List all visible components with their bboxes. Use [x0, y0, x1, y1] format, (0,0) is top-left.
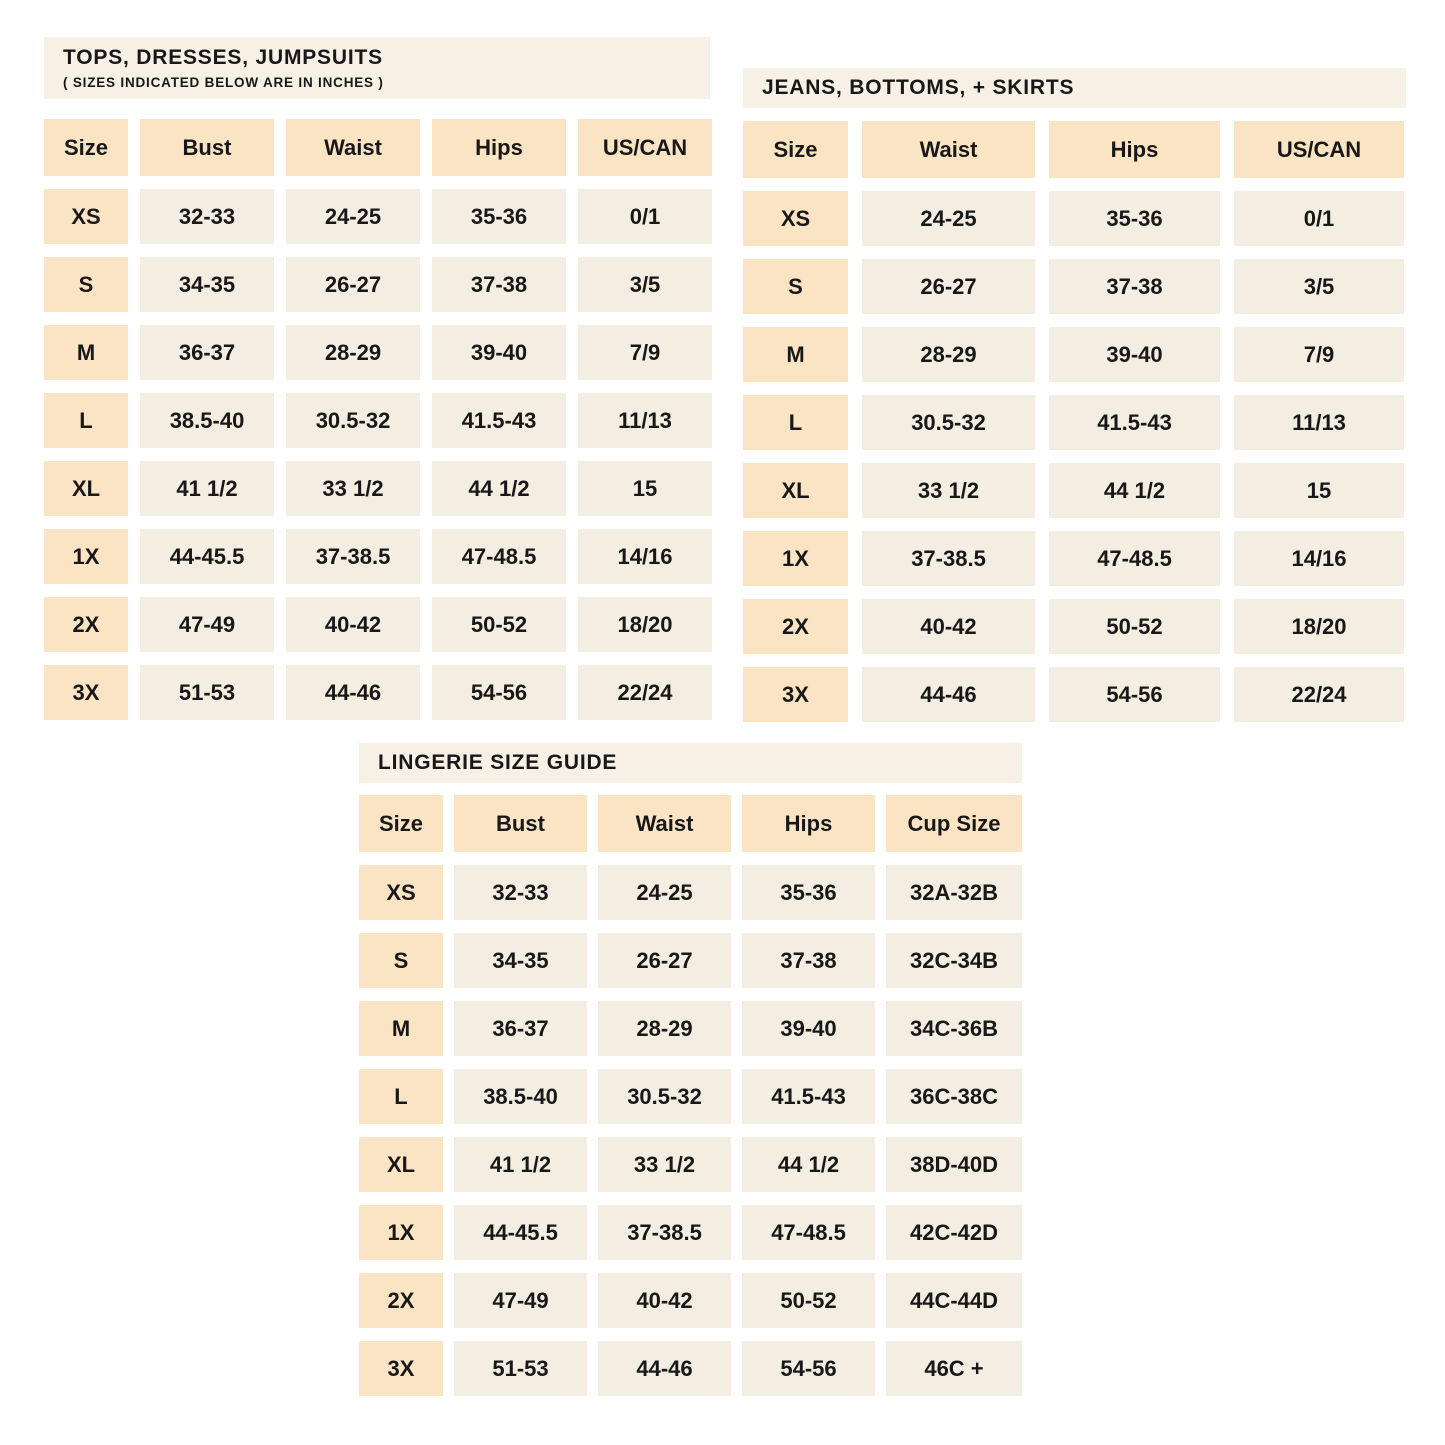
measurement-cell: 14/16: [1234, 531, 1404, 586]
measurement-cell: 51-53: [140, 665, 274, 720]
measurement-cell: 44 1/2: [742, 1137, 875, 1192]
row-size-label: 2X: [44, 597, 128, 652]
measurement-cell: 0/1: [578, 189, 712, 244]
row-size-label: XL: [359, 1137, 443, 1192]
row-size-label: XS: [359, 865, 443, 920]
measurement-cell: 41.5-43: [432, 393, 566, 448]
row-size-label: 3X: [359, 1341, 443, 1396]
row-size-label: 2X: [743, 599, 848, 654]
measurement-cell: 47-48.5: [742, 1205, 875, 1260]
measurement-cell: 50-52: [432, 597, 566, 652]
measurement-cell: 50-52: [742, 1273, 875, 1328]
measurement-cell: 32C-34B: [886, 933, 1022, 988]
measurement-cell: 35-36: [1049, 191, 1220, 246]
measurement-cell: 40-42: [598, 1273, 731, 1328]
column-header-hips: Hips: [432, 119, 566, 176]
column-header-size: Size: [359, 795, 443, 852]
column-header-bust: Bust: [140, 119, 274, 176]
row-size-label: M: [44, 325, 128, 380]
row-size-label: L: [743, 395, 848, 450]
measurement-cell: 37-38: [742, 933, 875, 988]
lingerie-size-guide-table: [359, 743, 1022, 1396]
row-size-label: 1X: [44, 529, 128, 584]
lingerie-table-title: LINGERIE SIZE GUIDE: [378, 750, 618, 774]
measurement-cell: 32-33: [140, 189, 274, 244]
measurement-cell: 7/9: [578, 325, 712, 380]
measurement-cell: 24-25: [286, 189, 420, 244]
tops-size-grid: [44, 119, 710, 720]
measurement-cell: 14/16: [578, 529, 712, 584]
measurement-cell: 34C-36B: [886, 1001, 1022, 1056]
measurement-cell: 41.5-43: [1049, 395, 1220, 450]
measurement-cell: 42C-42D: [886, 1205, 1022, 1260]
measurement-cell: 15: [578, 461, 712, 516]
tops-table-subtitle: ( SIZES INDICATED BELOW ARE IN INCHES ): [63, 74, 384, 90]
measurement-cell: 54-56: [742, 1341, 875, 1396]
measurement-cell: 54-56: [432, 665, 566, 720]
row-size-label: 2X: [359, 1273, 443, 1328]
measurement-cell: 3/5: [1234, 259, 1404, 314]
measurement-cell: 44C-44D: [886, 1273, 1022, 1328]
measurement-cell: 18/20: [578, 597, 712, 652]
measurement-cell: 0/1: [1234, 191, 1404, 246]
measurement-cell: 7/9: [1234, 327, 1404, 382]
measurement-cell: 47-49: [140, 597, 274, 652]
column-header-size: Size: [44, 119, 128, 176]
row-size-label: XS: [743, 191, 848, 246]
measurement-cell: 36-37: [140, 325, 274, 380]
measurement-cell: 26-27: [286, 257, 420, 312]
measurement-cell: 34-35: [454, 933, 587, 988]
measurement-cell: 26-27: [862, 259, 1035, 314]
measurement-cell: 39-40: [432, 325, 566, 380]
measurement-cell: 44-46: [862, 667, 1035, 722]
measurement-cell: 47-49: [454, 1273, 587, 1328]
column-header-waist: Waist: [286, 119, 420, 176]
measurement-cell: 37-38: [432, 257, 566, 312]
measurement-cell: 28-29: [286, 325, 420, 380]
measurement-cell: 44-46: [286, 665, 420, 720]
measurement-cell: 28-29: [862, 327, 1035, 382]
measurement-cell: 28-29: [598, 1001, 731, 1056]
column-header-cup-size: Cup Size: [886, 795, 1022, 852]
measurement-cell: 11/13: [578, 393, 712, 448]
measurement-cell: 33 1/2: [286, 461, 420, 516]
row-size-label: S: [359, 933, 443, 988]
column-header-hips: Hips: [742, 795, 875, 852]
measurement-cell: 24-25: [598, 865, 731, 920]
column-header-us-can: US/CAN: [1234, 121, 1404, 178]
row-size-label: L: [44, 393, 128, 448]
measurement-cell: 41.5-43: [742, 1069, 875, 1124]
measurement-cell: 37-38.5: [598, 1205, 731, 1260]
measurement-cell: 30.5-32: [598, 1069, 731, 1124]
measurement-cell: 30.5-32: [286, 393, 420, 448]
tops-dresses-jumpsuits-table: [44, 37, 710, 720]
measurement-cell: 39-40: [742, 1001, 875, 1056]
column-header-us-can: US/CAN: [578, 119, 712, 176]
measurement-cell: 36C-38C: [886, 1069, 1022, 1124]
measurement-cell: 44 1/2: [1049, 463, 1220, 518]
measurement-cell: 11/13: [1234, 395, 1404, 450]
measurement-cell: 22/24: [1234, 667, 1404, 722]
measurement-cell: 54-56: [1049, 667, 1220, 722]
row-size-label: M: [743, 327, 848, 382]
measurement-cell: 44-45.5: [454, 1205, 587, 1260]
measurement-cell: 44-45.5: [140, 529, 274, 584]
tops-table-title: TOPS, DRESSES, JUMPSUITS: [63, 46, 383, 70]
row-size-label: M: [359, 1001, 443, 1056]
measurement-cell: 33 1/2: [862, 463, 1035, 518]
measurement-cell: 37-38.5: [286, 529, 420, 584]
measurement-cell: 44 1/2: [432, 461, 566, 516]
row-size-label: 3X: [743, 667, 848, 722]
measurement-cell: 30.5-32: [862, 395, 1035, 450]
row-size-label: 1X: [743, 531, 848, 586]
row-size-label: S: [44, 257, 128, 312]
jeans-bottoms-skirts-table: [743, 68, 1406, 722]
measurement-cell: 38.5-40: [454, 1069, 587, 1124]
measurement-cell: 37-38: [1049, 259, 1220, 314]
measurement-cell: 22/24: [578, 665, 712, 720]
measurement-cell: 32-33: [454, 865, 587, 920]
measurement-cell: 47-48.5: [432, 529, 566, 584]
measurement-cell: 47-48.5: [1049, 531, 1220, 586]
measurement-cell: 26-27: [598, 933, 731, 988]
measurement-cell: 41 1/2: [454, 1137, 587, 1192]
jeans-table-title: JEANS, BOTTOMS, + SKIRTS: [762, 75, 1075, 99]
measurement-cell: 3/5: [578, 257, 712, 312]
row-size-label: XL: [743, 463, 848, 518]
column-header-waist: Waist: [862, 121, 1035, 178]
lingerie-title-banner: [359, 743, 1022, 783]
measurement-cell: 51-53: [454, 1341, 587, 1396]
measurement-cell: 33 1/2: [598, 1137, 731, 1192]
row-size-label: S: [743, 259, 848, 314]
measurement-cell: 32A-32B: [886, 865, 1022, 920]
lingerie-size-grid: [359, 795, 1022, 1396]
measurement-cell: 40-42: [286, 597, 420, 652]
measurement-cell: 35-36: [432, 189, 566, 244]
measurement-cell: 46C +: [886, 1341, 1022, 1396]
measurement-cell: 39-40: [1049, 327, 1220, 382]
row-size-label: L: [359, 1069, 443, 1124]
jeans-size-grid: [743, 121, 1406, 722]
measurement-cell: 36-37: [454, 1001, 587, 1056]
column-header-bust: Bust: [454, 795, 587, 852]
tops-title-banner: [44, 37, 710, 99]
measurement-cell: 37-38.5: [862, 531, 1035, 586]
column-header-hips: Hips: [1049, 121, 1220, 178]
measurement-cell: 38D-40D: [886, 1137, 1022, 1192]
column-header-waist: Waist: [598, 795, 731, 852]
measurement-cell: 18/20: [1234, 599, 1404, 654]
measurement-cell: 50-52: [1049, 599, 1220, 654]
jeans-title-banner: [743, 68, 1406, 108]
column-header-size: Size: [743, 121, 848, 178]
measurement-cell: 24-25: [862, 191, 1035, 246]
measurement-cell: 15: [1234, 463, 1404, 518]
measurement-cell: 35-36: [742, 865, 875, 920]
measurement-cell: 34-35: [140, 257, 274, 312]
measurement-cell: 40-42: [862, 599, 1035, 654]
measurement-cell: 44-46: [598, 1341, 731, 1396]
measurement-cell: 38.5-40: [140, 393, 274, 448]
row-size-label: XL: [44, 461, 128, 516]
measurement-cell: 41 1/2: [140, 461, 274, 516]
row-size-label: 3X: [44, 665, 128, 720]
row-size-label: 1X: [359, 1205, 443, 1260]
row-size-label: XS: [44, 189, 128, 244]
